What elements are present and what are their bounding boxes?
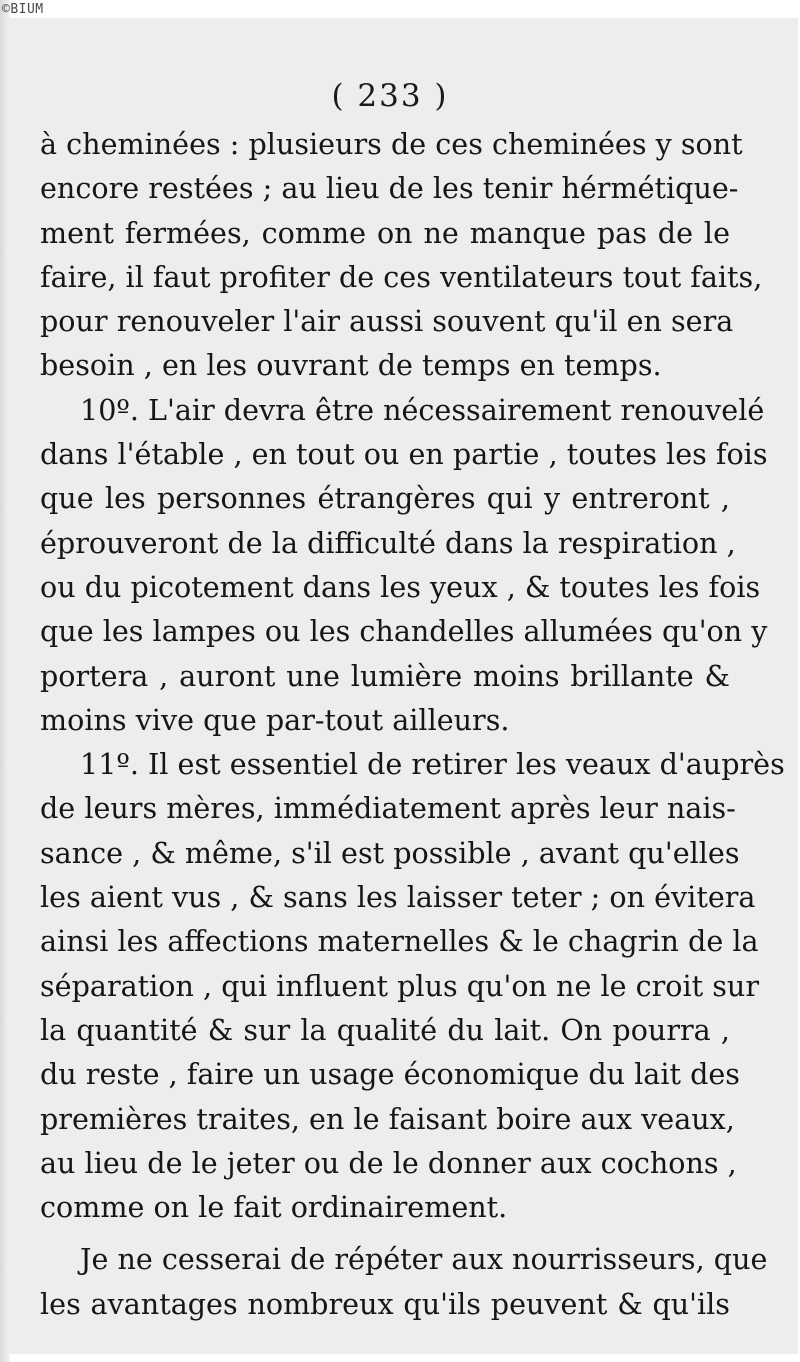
text-line: sance , & même, s'il est possible , avant qu'elles xyxy=(40,835,740,870)
text-line: la quantité & sur la qualité du lait. On pourra , xyxy=(40,1012,730,1047)
text-line: ment fermées, comme on ne manque pas de le xyxy=(40,215,730,250)
text-line: au lieu de le jeter ou de le donner aux cochons , xyxy=(40,1145,737,1180)
bium-watermark: ©BIUM xyxy=(2,2,44,17)
paragraph-final-first-line: Je ne cesserai de répéter aux nourrisseurs, que xyxy=(80,1242,768,1277)
text-line: premières traites, en le faisant boire aux veaux, xyxy=(40,1101,735,1136)
paragraph-10-first-line: 10º. L'air devra être nécessairement renouvelé xyxy=(80,392,765,427)
text-line: les aient vus , & sans les laisser teter ; on évitera xyxy=(40,880,756,915)
text-line: du reste , faire un usage économique du lait des xyxy=(40,1057,740,1092)
text-line: faire, il faut profiter de ces ventilateurs tout faits, xyxy=(40,259,763,294)
text-line: dans l'étable , en tout ou en partie , toutes les fois xyxy=(40,437,768,472)
text-line: séparation , qui influent plus qu'on ne le croit sur xyxy=(40,968,760,1003)
text-line: les avantages nombreux qu'ils peuvent & qu'ils xyxy=(40,1286,730,1321)
text-line: moins vive que par-tout ailleurs. xyxy=(40,702,510,737)
text-line: besoin , en les ouvrant de temps en temps. xyxy=(40,348,662,383)
text-line: que les personnes étrangères qui y entreront , xyxy=(40,481,730,516)
body-text xyxy=(40,122,785,1326)
text-line: que les lampes ou les chandelles allumées qu'on y xyxy=(40,614,768,649)
text-line: à cheminées : plusieurs de ces cheminées y sont xyxy=(40,127,743,161)
text-line: portera , auront une lumière moins brillante & xyxy=(40,658,730,693)
paragraph-11-first-line: 11º. Il est essentiel de retirer les veaux d'auprès xyxy=(80,747,785,782)
page-number: ( 233 ) xyxy=(331,78,449,114)
text-line: ainsi les affections maternelles & le chagrin de la xyxy=(40,924,759,959)
text-line: comme on le fait ordinairement. xyxy=(40,1190,508,1225)
text-line: ou du picotement dans les yeux , & toutes les fois xyxy=(40,569,761,604)
text-line: éprouveront de la difficulté dans la respiration , xyxy=(40,525,736,560)
text-line: de leurs mères, immédiatement après leur nais- xyxy=(40,791,736,826)
text-line: pour renouveler l'air aussi souvent qu'il en sera xyxy=(40,304,734,339)
text-line: encore restées ; au lieu de les tenir hérmétique- xyxy=(40,171,739,206)
